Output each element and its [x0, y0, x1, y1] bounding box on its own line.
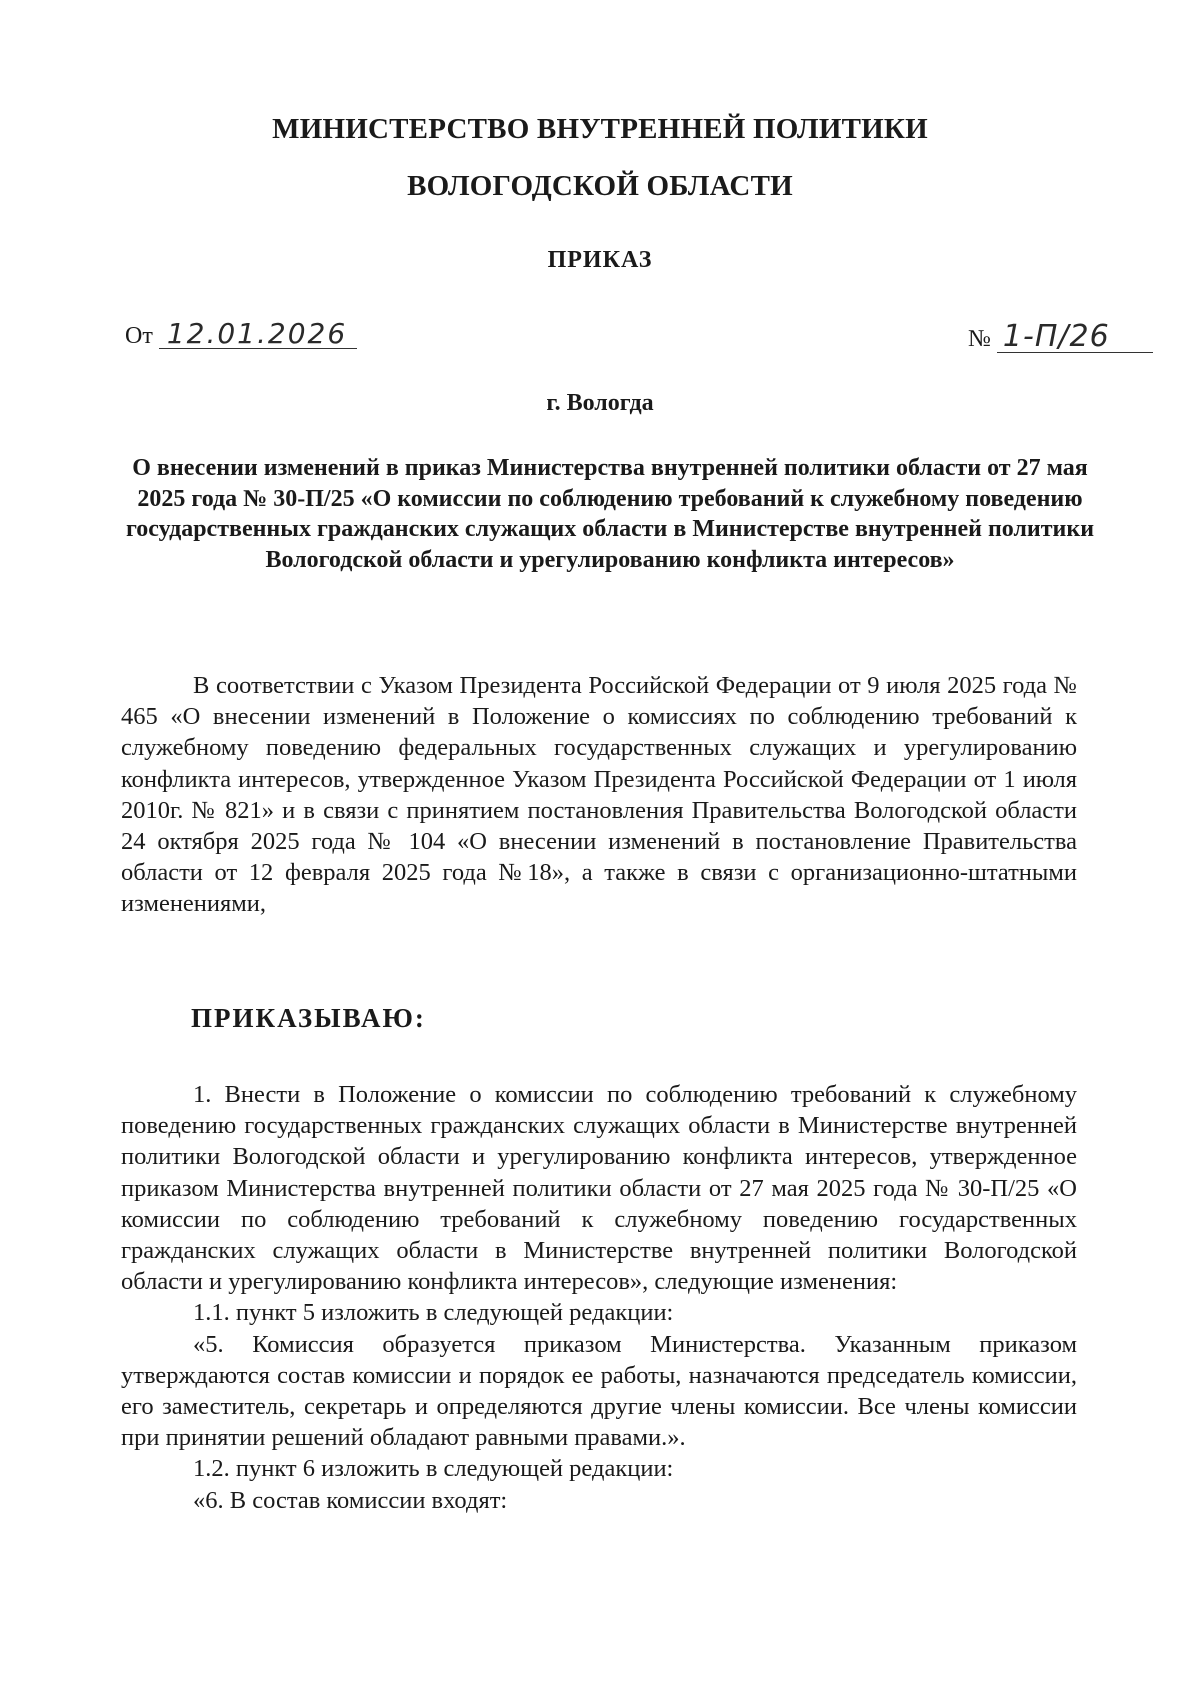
order-items	[121, 1079, 1077, 1516]
order-title: ПРИКАЗ	[547, 247, 653, 273]
item-1-2: 1.2. пункт 6 изложить в следующей редакции:	[193, 1455, 674, 1483]
preamble	[121, 670, 1077, 920]
item-1-1-text: «5. Комиссия образуется приказом Министерства. Указанным приказом утверждаются состав комиссии и порядок ее работы, назначаются председатель комиссии, его заместитель, секретарь и определяются другие члены комиссии. Все члены комиссии при принятии решений обладают равными правами.».	[121, 1330, 1077, 1452]
ministry-name-line1: МИНИСТЕРСТВО ВНУТРЕННЕЙ ПОЛИТИКИ	[272, 113, 928, 145]
item-1: 1. Внести в Положение о комиссии по соблюдению требований к служебному поведению государственных гражданских служащих области в Министерстве внутренней политики Вологодской области и урегулированию конфликта интересов, утвержденное приказом Министерства внутренней политики области от 27 мая 2025 года № 30-П/25 «О комиссии по соблюдению требований к служебному поведению государственных гражданских служащих области в Министерстве внутренней политики Вологодской области и урегулированию конфликта интересов», следующие изменения:	[121, 1081, 1077, 1296]
city: г. Вологда	[546, 390, 654, 416]
number-prefix: №	[968, 326, 991, 352]
preamble-paragraph: В соответствии с Указом Президента Российской Федерации от 9 июля 2025 года № 465 «О внесении изменений в Положение о комиссиях по соблюдению требований к служебному поведению федеральных государственных служащих и урегулированию конфликта интересов, утвержденное Указом Президента Российской Федерации от 1 июля 2010г. № 821» и в связи с принятием постановления Правительства Вологодской области 24 октября 2025 года № 104 «О внесении изменений в постановление Правительства области от 12 февраля 2025 года №18», а также в связи с организационно-штатными изменениями,	[121, 672, 1077, 918]
item-1-2-text: «6. В состав комиссии входят:	[193, 1486, 508, 1514]
handwritten-number: 1-П/26	[997, 322, 1153, 353]
decree-label: ПРИКАЗЫВАЮ:	[191, 1003, 426, 1033]
item-1-1: 1.1. пункт 5 изложить в следующей редакции:	[193, 1299, 674, 1327]
date-prefix: От	[125, 323, 153, 349]
order-date	[125, 317, 357, 350]
handwritten-date: 12.01.2026	[159, 320, 357, 349]
ministry-name-line2: ВОЛОГОДСКОЙ ОБЛАСТИ	[407, 170, 793, 202]
order-number	[968, 319, 1153, 354]
order-subject: О внесении изменений в приказ Министерства внутренней политики области от 27 мая 2025 года № 30-П/25 «О комиссии по соблюдению требований к служебному поведению государственных гражданских служащих области в Министерстве внутренней политики Вологодской области и урегулированию конфликта интересов»	[125, 455, 1095, 573]
